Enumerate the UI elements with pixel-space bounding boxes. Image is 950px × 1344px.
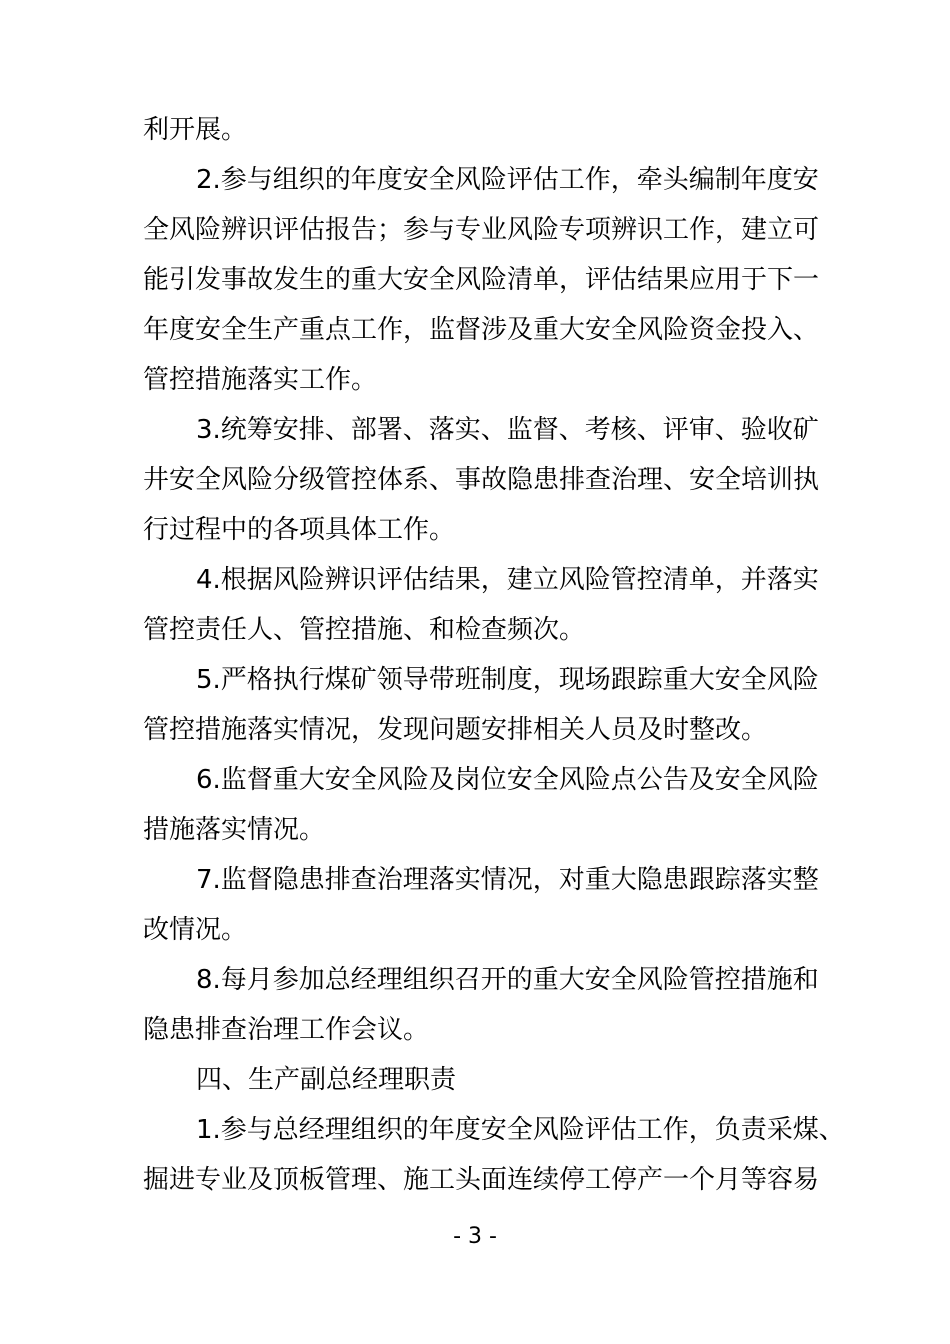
page-number: - 3 - [453,1224,497,1249]
text-line: 2.参与组织的年度安全风险评估工作，牵头编制年度安 [196,165,819,195]
text-line: 能引发事故发生的重大安全风险清单，评估结果应用于下一 [143,265,820,295]
text-line: 管控责任人、管控措施、和检查频次。 [143,615,586,645]
section-heading: 四、生产副总经理职责 [196,1065,457,1095]
text-line: 利开展。 [143,115,248,145]
text-line: 5.严格执行煤矿领导带班制度，现场跟踪重大安全风险 [196,665,819,695]
text-line: 7.监督隐患排查治理落实情况，对重大隐患跟踪落实整 [196,865,819,895]
text-line: 改情况。 [143,915,248,945]
text-line: 1.参与总经理组织的年度安全风险评估工作，负责采煤、 [196,1115,845,1145]
text-line: 管控措施落实工作。 [143,365,378,395]
text-line: 措施落实情况。 [143,815,326,845]
text-line: 4.根据风险辨识评估结果，建立风险管控清单，并落实 [196,565,819,595]
text-line: 全风险辨识评估报告；参与专业风险专项辨识工作，建立可 [143,215,820,245]
text-line: 8.每月参加总经理组织召开的重大安全风险管控措施和 [196,965,819,995]
text-line: 年度安全生产重点工作，监督涉及重大安全风险资金投入、 [143,315,820,345]
text-line: 3.统筹安排、部署、落实、监督、考核、评审、验收矿 [196,415,819,445]
text-line: 井安全风险分级管控体系、事故隐患排查治理、安全培训执 [143,465,820,495]
text-line: 行过程中的各项具体工作。 [143,515,456,545]
text-line: 6.监督重大安全风险及岗位安全风险点公告及安全风险 [196,765,819,795]
text-line: 隐患排查治理工作会议。 [143,1015,430,1045]
text-line: 掘进专业及顶板管理、施工头面连续停工停产一个月等容易 [143,1165,820,1195]
text-line: 管控措施落实情况，发现问题安排相关人员及时整改。 [143,715,768,745]
